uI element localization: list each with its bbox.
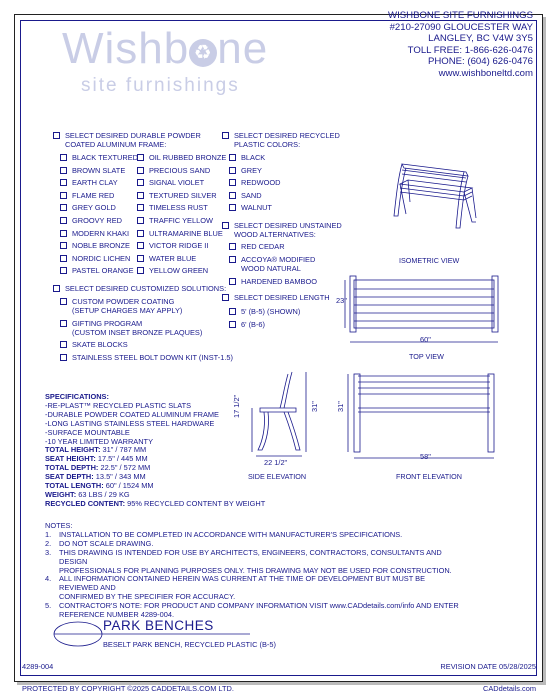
option-label: NORDIC LICHEN bbox=[72, 253, 131, 263]
option-label: WATER BLUE bbox=[149, 253, 197, 263]
isometric-view-label: ISOMETRIC VIEW bbox=[399, 256, 460, 265]
length-heading bbox=[222, 293, 330, 302]
spec-recycled-content bbox=[45, 500, 265, 509]
option-label-line2: WOOD NATURAL bbox=[241, 264, 301, 273]
powder-option-col2-8[interactable] bbox=[137, 254, 196, 263]
checkbox[interactable] bbox=[137, 217, 144, 224]
unstained-heading-checkbox[interactable] bbox=[222, 222, 229, 229]
powder-option-col1-8[interactable] bbox=[60, 254, 130, 263]
drawing-subtitle: BESELT PARK BENCH, RECYCLED PLASTIC (B-5) bbox=[103, 640, 276, 649]
option-label: WALNUT bbox=[241, 203, 272, 213]
logo-tagline: site furnishings bbox=[81, 75, 240, 96]
checkbox[interactable] bbox=[60, 230, 67, 237]
dim-seat-height: 17 1/2" bbox=[232, 394, 241, 418]
checkbox[interactable] bbox=[60, 154, 67, 161]
checkbox[interactable] bbox=[137, 192, 144, 199]
option-label: PRECIOUS SAND bbox=[149, 165, 211, 175]
note-number: 3. bbox=[45, 547, 52, 557]
powder-option-col1-0[interactable] bbox=[60, 153, 138, 162]
length-heading-text: SELECT DESIRED LENGTH bbox=[234, 293, 330, 302]
note-number: 2. bbox=[45, 538, 52, 548]
option-label: REDWOOD bbox=[241, 178, 281, 188]
checkbox[interactable] bbox=[137, 267, 144, 274]
note-3 bbox=[45, 549, 465, 576]
custom-heading-text: SELECT DESIRED CUSTOMIZED SOLUTIONS: bbox=[65, 284, 227, 293]
title-block-lines bbox=[20, 612, 540, 652]
recycled-option-4[interactable] bbox=[229, 203, 272, 212]
dim-length-58: 58" bbox=[420, 452, 431, 461]
address-line-2: LANGLEY, BC V4W 3Y5 bbox=[428, 33, 533, 45]
length-option-5ft[interactable] bbox=[229, 307, 300, 316]
option-label: CUSTOM POWDER COATING bbox=[72, 297, 175, 306]
checkbox[interactable] bbox=[60, 341, 67, 348]
option-label: 6' (B-6) bbox=[241, 320, 265, 329]
note-number: 4. bbox=[45, 574, 52, 584]
custom-option-powder[interactable] bbox=[60, 297, 182, 315]
checkbox[interactable] bbox=[60, 354, 67, 361]
option-label: GREY GOLD bbox=[72, 203, 116, 213]
option-label: NOBLE BRONZE bbox=[72, 241, 130, 251]
top-view-label: TOP VIEW bbox=[409, 352, 444, 361]
checkbox[interactable] bbox=[60, 242, 67, 249]
wood-option-accoya[interactable] bbox=[229, 255, 315, 273]
powder-option-col2-3[interactable] bbox=[137, 191, 217, 200]
website-link[interactable]: www.wishboneltd.com bbox=[438, 67, 533, 79]
powder-option-col1-9[interactable] bbox=[60, 266, 134, 275]
spec-line: -LONG LASTING STAINLESS STEEL HARDWARE bbox=[45, 418, 215, 428]
spec-label: TOTAL DEPTH: bbox=[45, 463, 99, 473]
powder-heading-line2: COATED ALUMINUM FRAME: bbox=[65, 140, 167, 149]
wood-option-bamboo[interactable] bbox=[229, 277, 317, 286]
option-label: GIFTING PROGRAM bbox=[72, 319, 143, 328]
powder-heading bbox=[53, 131, 201, 149]
checkbox[interactable] bbox=[137, 204, 144, 211]
checkbox[interactable] bbox=[229, 167, 236, 174]
drawing-title: PARK BENCHES bbox=[103, 618, 214, 633]
note-line: PROFESSIONALS FOR PLANNING PURPOSES ONLY. THIS DRAWING MAY NOT BE USED FOR CONSTRUCTION. bbox=[59, 565, 452, 575]
recycled-option-2[interactable] bbox=[229, 178, 280, 187]
note-text: INSTALLATION TO BE COMPLETED IN ACCORDANCE WITH MANUFACTURER'S SPECIFICATIONS. bbox=[59, 529, 403, 539]
length-option-6ft[interactable] bbox=[229, 320, 265, 329]
recycled-option-0[interactable] bbox=[229, 153, 265, 162]
note-line: REFERENCE NUMBER 4289-004. bbox=[59, 610, 175, 620]
spec-label: RECYCLED CONTENT: bbox=[45, 498, 126, 508]
option-label: VICTOR RIDGE II bbox=[149, 241, 209, 251]
side-elevation-drawing bbox=[240, 368, 320, 458]
powder-option-col1-7[interactable] bbox=[60, 241, 130, 250]
logo-word-end: ne bbox=[217, 24, 269, 73]
unstained-heading-line2: WOOD ALTERNATIVES: bbox=[234, 230, 316, 239]
revision-date: REVISION DATE 05/28/2025 bbox=[440, 662, 536, 671]
spec-value: 22.5" / 572 MM bbox=[100, 463, 151, 473]
checkbox[interactable] bbox=[229, 192, 236, 199]
note-number: 1. bbox=[45, 529, 52, 539]
checkbox[interactable] bbox=[137, 179, 144, 186]
powder-option-col1-6[interactable] bbox=[60, 229, 129, 238]
logo-word: Wishb bbox=[62, 24, 190, 73]
copyright-footer: PROTECTED BY COPYRIGHT ©2025 CADDETAILS.COM LTD. bbox=[22, 684, 234, 693]
option-label: ACCOYA® MODIFIED bbox=[241, 255, 316, 264]
dim-depth-23: 23" bbox=[336, 296, 347, 305]
powder-heading-checkbox[interactable] bbox=[53, 132, 60, 139]
option-label: HARDENED BAMBOO bbox=[241, 277, 317, 286]
option-label: RED CEDAR bbox=[241, 242, 285, 251]
option-label: TIMELESS RUST bbox=[149, 203, 208, 213]
powder-option-col1-1[interactable] bbox=[60, 166, 125, 175]
option-label-line2: (CUSTOM INSET BRONZE PLAQUES) bbox=[72, 328, 203, 337]
option-label: BROWN SLATE bbox=[72, 165, 126, 175]
option-label: ULTRAMARINE BLUE bbox=[149, 228, 223, 238]
checkbox[interactable] bbox=[229, 308, 236, 315]
unstained-heading bbox=[222, 221, 342, 239]
reference-number: 4289-004 bbox=[22, 662, 54, 671]
powder-option-col1-4[interactable] bbox=[60, 203, 116, 212]
option-label: TEXTURED SILVER bbox=[149, 190, 217, 200]
option-label: TRAFFIC YELLOW bbox=[149, 216, 213, 225]
custom-option-gifting[interactable] bbox=[60, 319, 202, 337]
specs-heading: SPECIFICATIONS: bbox=[45, 392, 109, 401]
powder-option-col2-7[interactable] bbox=[137, 241, 208, 250]
spec-value: 31" / 787 MM bbox=[102, 445, 147, 455]
checkbox[interactable] bbox=[137, 167, 144, 174]
option-label: GREY bbox=[241, 165, 262, 175]
option-label: FLAME RED bbox=[72, 190, 115, 200]
checkbox[interactable] bbox=[60, 179, 67, 186]
address-line-1: #210-27090 GLOUCESTER WAY bbox=[389, 21, 533, 33]
spec-line: -DURABLE POWDER COATED ALUMINUM FRAME bbox=[45, 409, 219, 419]
company-name: WISHBONE SITE FURNISHINGS bbox=[388, 10, 533, 21]
spec-label: SEAT DEPTH: bbox=[45, 472, 94, 482]
checkbox[interactable] bbox=[229, 256, 236, 263]
option-label: BLACK TEXTURED bbox=[72, 153, 138, 162]
option-label: GROOVY RED bbox=[72, 216, 122, 225]
powder-option-col2-5[interactable] bbox=[137, 216, 213, 225]
checkbox[interactable] bbox=[60, 298, 67, 305]
checkbox[interactable] bbox=[229, 243, 236, 250]
powder-heading-line1: SELECT DESIRED DURABLE POWDER bbox=[65, 131, 201, 140]
checkbox[interactable] bbox=[60, 192, 67, 199]
powder-option-col2-2[interactable] bbox=[137, 178, 204, 187]
custom-heading-checkbox[interactable] bbox=[53, 285, 60, 292]
option-label: SKATE BLOCKS bbox=[72, 340, 128, 349]
recycled-option-3[interactable] bbox=[229, 191, 262, 200]
caddetails-link[interactable]: CADdetails.com bbox=[483, 684, 536, 693]
spec-label: TOTAL HEIGHT: bbox=[45, 445, 101, 455]
logo-wordmark bbox=[62, 24, 268, 74]
option-label: PASTEL ORANGE bbox=[72, 266, 134, 276]
checkbox[interactable] bbox=[137, 230, 144, 237]
powder-option-col2-4[interactable] bbox=[137, 203, 208, 212]
custom-option-bolt-kit[interactable] bbox=[60, 353, 233, 362]
option-label: SIGNAL VIOLET bbox=[149, 178, 205, 188]
checkbox[interactable] bbox=[229, 179, 236, 186]
checkbox[interactable] bbox=[60, 204, 67, 211]
spec-value: 95% RECYCLED CONTENT BY WEIGHT bbox=[127, 498, 266, 508]
checkbox[interactable] bbox=[137, 154, 144, 161]
checkbox[interactable] bbox=[229, 278, 236, 285]
checkbox[interactable] bbox=[137, 255, 144, 262]
recycled-heading-line1: SELECT DESIRED RECYCLED bbox=[234, 131, 340, 140]
powder-option-col2-9[interactable] bbox=[137, 266, 208, 275]
notes-heading: NOTES: bbox=[45, 521, 73, 530]
spec-value: 13.5" / 343 MM bbox=[95, 472, 146, 482]
notes bbox=[45, 522, 465, 620]
isometric-view-drawing bbox=[380, 158, 490, 248]
recycled-option-1[interactable] bbox=[229, 166, 262, 175]
checkbox[interactable] bbox=[229, 154, 236, 161]
option-label-line2: (SETUP CHARGES MAY APPLY) bbox=[72, 306, 183, 315]
checkbox[interactable] bbox=[229, 204, 236, 211]
spec-value: 60" / 1524 MM bbox=[105, 481, 154, 491]
custom-heading bbox=[53, 284, 226, 293]
powder-option-col2-1[interactable] bbox=[137, 166, 210, 175]
dim-depth-22: 22 1/2" bbox=[264, 458, 288, 467]
front-elevation-label: FRONT ELEVATION bbox=[396, 472, 462, 481]
note-text: DO NOT SCALE DRAWING. bbox=[59, 538, 154, 548]
spec-label: SEAT HEIGHT: bbox=[45, 454, 96, 464]
spec-label: TOTAL LENGTH: bbox=[45, 481, 104, 491]
note-4 bbox=[45, 575, 465, 602]
spec-line: -10 YEAR LIMITED WARRANTY bbox=[45, 436, 154, 446]
phone: PHONE: (604) 626-0476 bbox=[427, 56, 533, 68]
spec-label: WEIGHT: bbox=[45, 489, 77, 499]
checkbox[interactable] bbox=[60, 167, 67, 174]
dim-height-side: 31" bbox=[310, 401, 319, 412]
recycled-heading-line2: PLASTIC COLORS: bbox=[234, 140, 301, 149]
option-label: OIL RUBBED BRONZE bbox=[149, 153, 227, 162]
checkbox[interactable] bbox=[137, 242, 144, 249]
wood-option-red-cedar[interactable] bbox=[229, 242, 285, 251]
spec-value: 17.5" / 445 MM bbox=[97, 454, 148, 464]
spec-line: -RE-PLAST™ RECYCLED PLASTIC SLATS bbox=[45, 400, 192, 410]
powder-option-col1-2[interactable] bbox=[60, 178, 118, 187]
side-elevation-label: SIDE ELEVATION bbox=[248, 472, 307, 481]
company-address-block bbox=[388, 10, 533, 80]
checkbox[interactable] bbox=[60, 217, 67, 224]
option-label: EARTH CLAY bbox=[72, 178, 118, 188]
note-text bbox=[59, 549, 465, 576]
powder-option-col1-5[interactable] bbox=[60, 216, 122, 225]
note-line: CONFIRMED BY THE SPECIFIER FOR ACCURACY. bbox=[59, 592, 236, 602]
option-label: STAINLESS STEEL BOLT DOWN KIT (INST-1.5) bbox=[72, 353, 233, 362]
recycle-icon: ♻ bbox=[189, 39, 217, 67]
powder-option-col2-6[interactable] bbox=[137, 229, 223, 238]
note-number: 5. bbox=[45, 601, 52, 611]
option-label: BLACK bbox=[241, 153, 266, 162]
custom-option-skate-blocks[interactable] bbox=[60, 340, 128, 349]
powder-option-col1-3[interactable] bbox=[60, 191, 114, 200]
checkbox[interactable] bbox=[60, 267, 67, 274]
note-line: CONTRACTOR'S NOTE: FOR PRODUCT AND COMPANY INFORMATION VISIT www.CADdetails.com/info AND ENTER bbox=[59, 601, 459, 611]
note-line: ALL INFORMATION CONTAINED HEREIN WAS CURRENT AT THE TIME OF DEVELOPMENT BUT MUST BE REVIEWED AND bbox=[59, 574, 426, 593]
dim-height-front: 31" bbox=[336, 401, 345, 412]
spec-line: -SURFACE MOUNTABLE bbox=[45, 427, 130, 437]
recycled-heading bbox=[222, 131, 340, 149]
powder-option-col2-0[interactable] bbox=[137, 153, 226, 162]
option-label: YELLOW GREEN bbox=[149, 266, 209, 276]
recycled-heading-checkbox[interactable] bbox=[222, 132, 229, 139]
spec-value: 63 LBS / 29 KG bbox=[78, 489, 130, 499]
front-elevation-drawing bbox=[340, 370, 510, 460]
checkbox[interactable] bbox=[60, 255, 67, 262]
unstained-heading-line1: SELECT DESIRED UNSTAINED bbox=[234, 221, 342, 230]
option-label: MODERN KHAKI bbox=[72, 228, 130, 238]
note-line: THIS DRAWING IS INTENDED FOR USE BY ARCHITECTS, ENGINEERS, CONTRACTORS, CONSULTANTS AND DESIGN bbox=[59, 547, 442, 566]
checkbox[interactable] bbox=[229, 321, 236, 328]
length-heading-checkbox[interactable] bbox=[222, 294, 229, 301]
dim-length-60: 60" bbox=[420, 335, 431, 344]
toll-free: TOLL FREE: 1-866-626-0476 bbox=[407, 44, 533, 56]
note-text bbox=[59, 575, 465, 602]
option-label: 5' (B-5) (SHOWN) bbox=[241, 307, 301, 316]
checkbox[interactable] bbox=[60, 320, 67, 327]
option-label: SAND bbox=[241, 190, 262, 200]
